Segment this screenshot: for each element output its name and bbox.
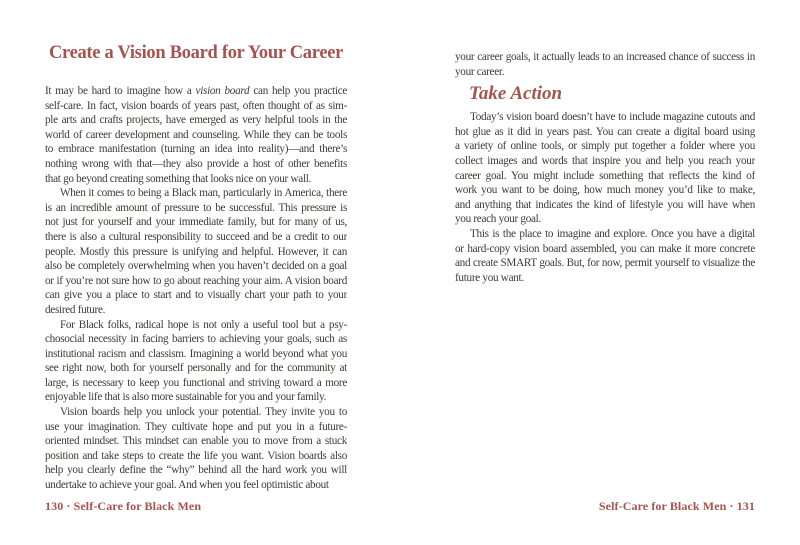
right-page-footer: Self-Care for Black Men · 131: [598, 499, 755, 513]
body-line: or if you’re not sure how to go about reaching your aim. A vision board: [45, 274, 347, 287]
body-line: Vision boards help you unlock your potential. They invite you to: [60, 406, 347, 419]
paragraph: [455, 227, 755, 285]
body-line: desired future.: [45, 303, 106, 316]
paragraph: [45, 84, 347, 186]
body-line: hot glue as it did in years past. You can create a digital board using: [455, 125, 755, 138]
right-page-body: [455, 110, 755, 285]
body-line: This is the place to imagine and explore. Once you have a digital: [470, 227, 755, 240]
body-line: help you clearly define the “why” behind all the hard work you will: [45, 464, 347, 477]
body-line: When it comes to being a Black man, particularly in America, there: [60, 187, 347, 200]
body-line: and create SMART goals. But, for now, permit yourself to visualize the: [455, 257, 755, 270]
body-line: career goal. You might include something that reflects the kind of: [455, 169, 755, 182]
right-page-continuation: [455, 50, 755, 79]
body-line: use your imagination. They cultivate hope and put you in a future-: [45, 420, 347, 433]
body-line: oriented mindset. This mindset can enable you to move from a stuck: [45, 435, 347, 448]
body-line: enjoyable life that is also more sustainable for you and your family.: [45, 391, 327, 404]
paragraph: [455, 50, 755, 79]
body-line: a variety of online tools, or simply put together a folder where you: [455, 140, 755, 153]
section-heading: Take Action: [469, 83, 563, 105]
body-line: work you want to be doing, how much money you’d like to make,: [455, 184, 755, 197]
left-page: [45, 0, 347, 545]
right-page: [455, 0, 755, 545]
body-line: It may be hard to imagine how a vision board can help you practice: [45, 85, 347, 97]
body-line: to embrace manifestation (turning an idea into reality)—and there’s: [45, 143, 347, 156]
body-line: people. Mostly this pressure is unifying and helpful. However, it can: [45, 245, 347, 258]
body-line: nothing wrong with that—they also provide a host of other benefits: [45, 157, 347, 170]
body-line: you reach your goal.: [455, 213, 541, 226]
body-line: ple arts and crafts projects, have emerged as very helpful tools in the: [45, 114, 347, 127]
paragraph: [455, 110, 755, 227]
left-page-body: [45, 84, 347, 493]
body-line: can give you a place to start and to visually chart your path to your: [45, 289, 347, 302]
paragraph: [45, 186, 347, 317]
body-line: world of career development and counseling. While they can be tools: [45, 128, 347, 141]
body-line: self-care. In fact, vision boards of years past, often thought of as sim-: [45, 99, 347, 112]
body-line: see right now, both for yourself personally and for the community at: [45, 362, 347, 375]
left-page-footer: 130 · Self-Care for Black Men: [45, 499, 202, 513]
italic-term: vision board: [195, 85, 250, 97]
body-line: also be completely overwhelming when you haven’t decided on a goal: [45, 260, 347, 273]
body-line: undertake to achieve your goal. And when you feel optimistic about: [45, 479, 329, 492]
chapter-title: Create a Vision Board for Your Career: [48, 43, 344, 63]
body-line: and anything that indicates the kind of lifestyle you will have when: [455, 198, 755, 211]
paragraph: [45, 405, 347, 493]
body-line: future you want.: [455, 271, 524, 284]
body-line: large, is necessary to keep you functional and striving toward a more: [45, 376, 347, 389]
body-line: your career goals, it actually leads to an increased chance of success in: [455, 51, 755, 63]
body-line: not just for yourself and your immediate family, but for many of us,: [45, 216, 347, 229]
body-line: collect images and words that inspire you and help you reach your: [455, 154, 755, 167]
body-line: or hard-copy vision board assembled, you can make it more concrete: [455, 242, 755, 255]
body-line: Today’s vision board doesn’t have to include magazine cutouts and: [470, 111, 755, 124]
paragraph: [45, 318, 347, 406]
body-line: institutional racism and classism. Imagining a world beyond what you: [45, 347, 347, 360]
body-line: For Black folks, radical hope is not only a useful tool but a psy-: [60, 318, 347, 331]
body-line: there is also a cultural responsibility to succeed and be a credit to our: [45, 230, 347, 243]
body-line: that go beyond creating something that looks nice on your wall.: [45, 172, 312, 185]
body-line: is an incredible amount of pressure to be successful. This pressure is: [45, 201, 347, 214]
body-line: your career.: [455, 65, 505, 78]
body-line: position and take steps to create the life you want. Vision boards also: [45, 449, 347, 462]
body-line: chosocial necessity in facing barriers to achieving your goals, such as: [45, 333, 347, 346]
